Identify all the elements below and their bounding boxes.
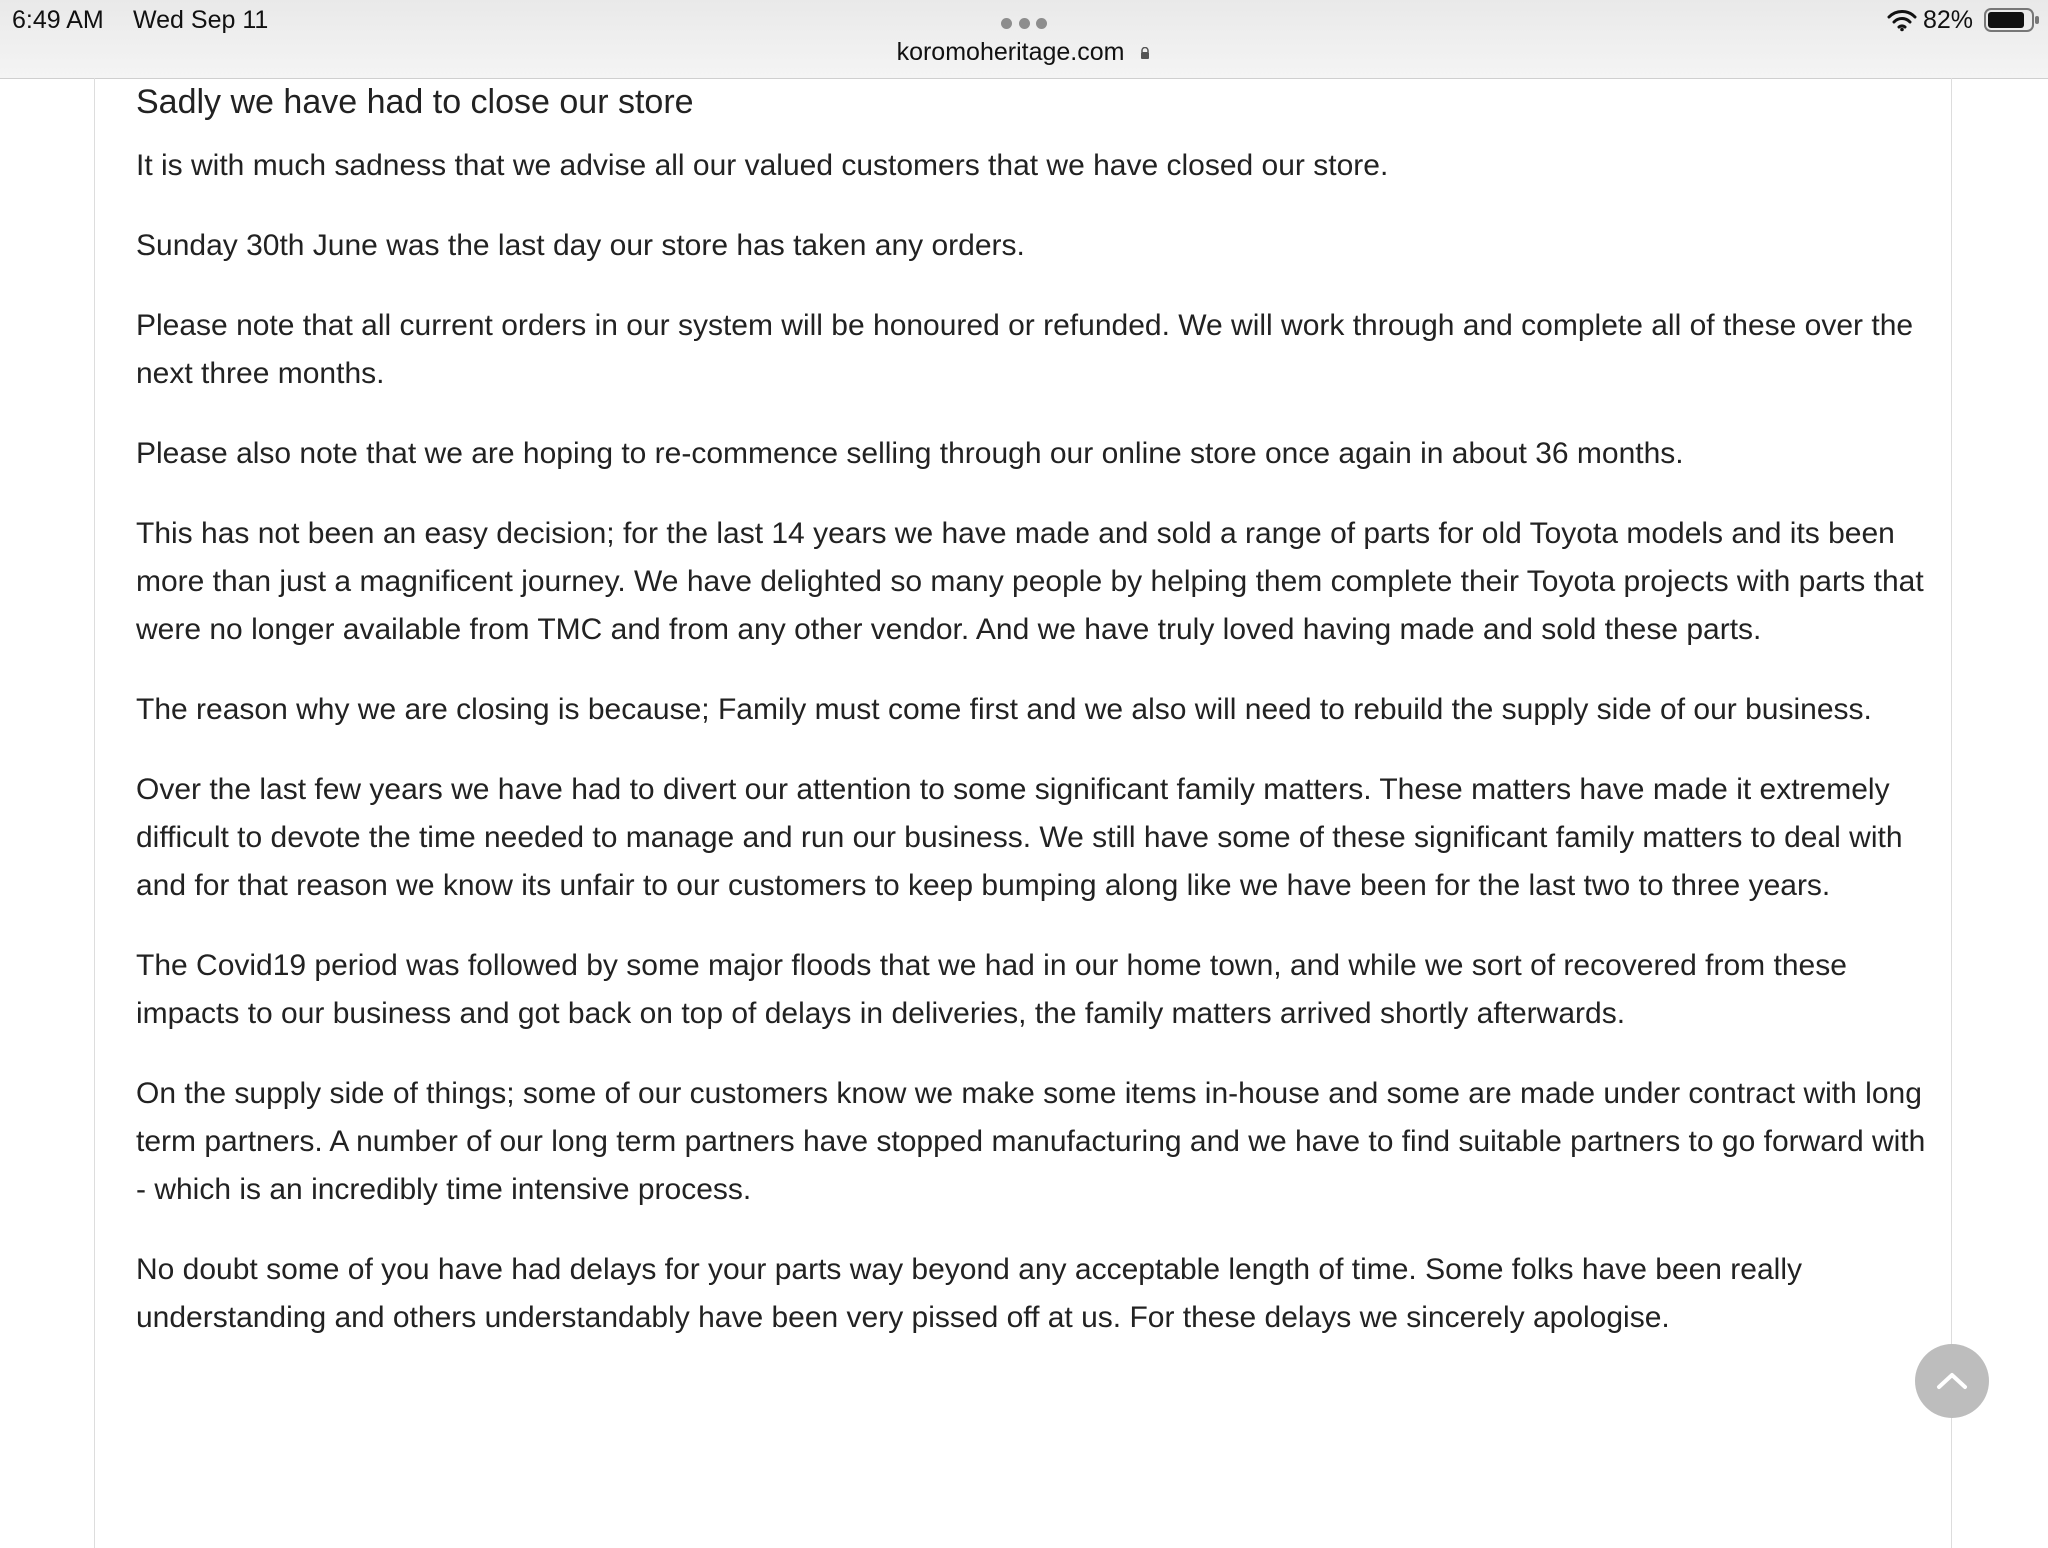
- chevron-up-icon: [1935, 1370, 1969, 1392]
- dot: [1019, 18, 1030, 29]
- paragraph: The Covid19 period was followed by some major floods that we had in our home town, and while we sort of recovered from these impacts to our business and got back on top of delays in deliveries, the family matters arrived shortly afterwards.: [136, 949, 1847, 1030]
- paragraph: No doubt some of you have had delays for your parts way beyond any acceptable length of time. Some folks have been really understanding and others understandably have been very pissed off at us. For these delays we sincerely apologise.: [136, 1253, 1802, 1334]
- paragraph: Sunday 30th June was the last day our store has taken any orders.: [136, 229, 1025, 262]
- address-bar[interactable]: [0, 38, 2048, 67]
- multitasking-dots[interactable]: [1001, 18, 1047, 30]
- paragraph: Over the last few years we have had to divert our attention to some significant family matters. These matters have made it extremely difficult to devote the time needed to manage and run our business. We still have some of these significant family matters to deal with and for that reason we know its unfair to our customers to keep bumping along like we have been for the last two to three years.: [136, 773, 1903, 902]
- status-bar: [0, 0, 2048, 79]
- paragraph: It is with much sadness that we advise all our valued customers that we have closed our store.: [136, 149, 1389, 182]
- lock-icon: [1139, 47, 1151, 59]
- scroll-to-top-button[interactable]: [1915, 1344, 1989, 1418]
- url-text: koromoheritage.com: [896, 38, 1125, 66]
- article: [136, 80, 1936, 1374]
- battery-icon: [1984, 8, 2040, 32]
- paragraph: This has not been an easy decision; for the last 14 years we have made and sold a range of parts for old Toyota models and its been more than just a magnificent journey. We have delighted so many people by helping them complete their Toyota projects with parts that were no longer available from TMC and from any other vendor. And we have truly loved having made and sold these parts.: [136, 517, 1924, 646]
- paragraph: Please note that all current orders in our system will be honoured or refunded. We will work through and complete all of these over the next three months.: [136, 309, 1914, 390]
- wifi-icon: [1887, 8, 1917, 32]
- battery-percentage: 82%: [1923, 6, 1974, 34]
- paragraph: The reason why we are closing is because; Family must come first and we also will need to rebuild the supply side of our business.: [136, 693, 1872, 726]
- status-time: 6:49 AM: [12, 6, 104, 34]
- dot: [1001, 18, 1012, 29]
- page-title: Sadly we have had to close our store: [136, 83, 694, 121]
- status-date: Wed Sep 11: [133, 6, 269, 34]
- dot: [1036, 18, 1047, 29]
- paragraph: Please also note that we are hoping to re-commence selling through our online store once again in about 36 months.: [136, 437, 1684, 470]
- paragraph: On the supply side of things; some of our customers know we make some items in-house and some are made under contract with long term partners. A number of our long term partners have stopped manufacturing and we have to find suitable partners to go forward with - which is an incredibly time intensive process.: [136, 1077, 1926, 1206]
